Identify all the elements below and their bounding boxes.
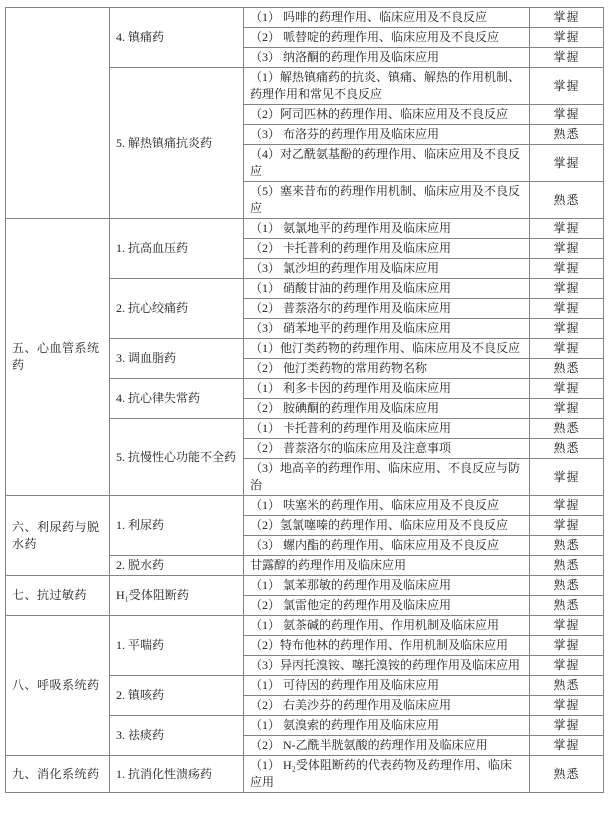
content-cell: （1） 氨溴索的药理作用及临床应用 [244, 716, 530, 736]
level-cell: 熟悉 [530, 182, 604, 219]
table-row [6, 616, 604, 636]
content-cell: （1） 利多卡因的药理作用及临床应用 [244, 379, 530, 399]
table-row [6, 496, 604, 516]
level-cell: 熟悉 [530, 536, 604, 556]
category-cell: 八、呼吸系统药 [6, 616, 110, 756]
level-cell: 掌握 [530, 28, 604, 48]
category-cell: 五、心血管系统药 [6, 219, 110, 496]
content-cell: （2） 普萘洛尔的临床应用及注意事项 [244, 439, 530, 459]
subcategory-cell: 3. 调血脂药 [110, 339, 244, 379]
level-cell: 熟悉 [530, 756, 604, 793]
content-cell: （3）地高辛的药理作用、临床应用、不良反应与防治 [244, 459, 530, 496]
content-cell: （3） 氯沙坦的药理作用及临床应用 [244, 259, 530, 279]
level-cell: 掌握 [530, 239, 604, 259]
level-cell: 掌握 [530, 105, 604, 125]
subcategory-cell: 5. 解热镇痛抗炎药 [110, 68, 244, 219]
subcategory-cell: 2. 镇咳药 [110, 676, 244, 716]
subcategory-cell: 5. 抗慢性心功能不全药 [110, 419, 244, 496]
content-cell: （3）异丙托溴铵、噻托溴铵的药理作用及临床应用 [244, 656, 530, 676]
level-cell: 掌握 [530, 656, 604, 676]
content-cell: （1） 氨茶碱的药理作用、作用机制及临床应用 [244, 616, 530, 636]
content-cell: （3） 布洛芬的药理作用及临床应用 [244, 125, 530, 145]
level-cell: 掌握 [530, 319, 604, 339]
subcategory-cell: H₁受体阻断药 [110, 576, 244, 616]
content-cell: （4）对乙酰氨基酚的药理作用、临床应用及不良反应 [244, 145, 530, 182]
subcategory-cell: 4. 镇痛药 [110, 8, 244, 68]
subcategory-cell: 4. 抗心律失常药 [110, 379, 244, 419]
category-cell: 七、抗过敏药 [6, 576, 110, 616]
category-cell: 六、利尿药与脱水药 [6, 496, 110, 576]
table-row [6, 219, 604, 239]
content-cell: （3） 硝苯地平的药理作用及临床应用 [244, 319, 530, 339]
table-row [6, 756, 604, 793]
level-cell: 熟悉 [530, 419, 604, 439]
content-cell: （2）特布他林的药理作用、作用机制及临床应用 [244, 636, 530, 656]
level-cell: 掌握 [530, 616, 604, 636]
content-cell: （2） 卡托普利的药理作用及临床应用 [244, 239, 530, 259]
content-cell: （1） 吗啡的药理作用、临床应用及不良反应 [244, 8, 530, 28]
content-cell: （1） 卡托普利的药理作用及临床应用 [244, 419, 530, 439]
level-cell: 掌握 [530, 279, 604, 299]
level-cell: 掌握 [530, 399, 604, 419]
level-cell: 掌握 [530, 68, 604, 105]
level-cell: 掌握 [530, 459, 604, 496]
level-cell: 熟悉 [530, 439, 604, 459]
level-cell: 熟悉 [530, 125, 604, 145]
category-cell [6, 8, 110, 219]
content-cell: （2） 他汀类药物的常用药物名称 [244, 359, 530, 379]
level-cell: 掌握 [530, 379, 604, 399]
content-cell: （2） 右美沙芬的药理作用及临床应用 [244, 696, 530, 716]
level-cell: 掌握 [530, 636, 604, 656]
level-cell: 熟悉 [530, 676, 604, 696]
level-cell: 熟悉 [530, 359, 604, 379]
level-cell: 掌握 [530, 339, 604, 359]
content-cell: （3） 纳洛酮的药理作用及临床应用 [244, 48, 530, 68]
level-cell: 熟悉 [530, 576, 604, 596]
subcategory-cell: 1. 平喘药 [110, 616, 244, 676]
content-cell: （1） 可待因的药理作用及临床应用 [244, 676, 530, 696]
subcategory-cell: 2. 抗心绞痛药 [110, 279, 244, 339]
content-cell: 甘露醇的药理作用及临床应用 [244, 556, 530, 576]
category-cell: 九、消化系统药 [6, 756, 110, 793]
content-cell: （5）塞来昔布的药理作用机制、临床应用及不良反应 [244, 182, 530, 219]
content-cell: （1） 氨氯地平的药理作用及临床应用 [244, 219, 530, 239]
content-cell: （2） N-乙酰半胱氨酸的药理作用及临床应用 [244, 736, 530, 756]
subcategory-cell: 1. 利尿药 [110, 496, 244, 556]
level-cell: 掌握 [530, 299, 604, 319]
level-cell: 掌握 [530, 259, 604, 279]
table-row [6, 576, 604, 596]
level-cell: 掌握 [530, 696, 604, 716]
content-cell: （2）阿司匹林的药理作用、临床应用及不良反应 [244, 105, 530, 125]
level-cell: 熟悉 [530, 596, 604, 616]
content-cell: （2） 哌替啶的药理作用、临床应用及不良反应 [244, 28, 530, 48]
content-cell: （1） 硝酸甘油的药理作用及临床应用 [244, 279, 530, 299]
content-cell: （3） 螺内酯的药理作用、临床应用及不良反应 [244, 536, 530, 556]
level-cell: 掌握 [530, 516, 604, 536]
syllabus-table-body [6, 8, 604, 793]
level-cell: 掌握 [530, 8, 604, 28]
content-cell: （1）解热镇痛药的抗炎、镇痛、解热的作用机制、药理作用和常见不良反应 [244, 68, 530, 105]
content-cell: （1） 氯苯那敏的药理作用及临床应用 [244, 576, 530, 596]
level-cell: 掌握 [530, 145, 604, 182]
level-cell: 掌握 [530, 716, 604, 736]
level-cell: 掌握 [530, 219, 604, 239]
content-cell: （2）氢氯噻嗪的药理作用、临床应用及不良反应 [244, 516, 530, 536]
subcategory-cell: 1. 抗消化性溃疡药 [110, 756, 244, 793]
level-cell: 掌握 [530, 496, 604, 516]
content-cell: （2） 普萘洛尔的药理作用及临床应用 [244, 299, 530, 319]
level-cell: 熟悉 [530, 556, 604, 576]
table-row [6, 8, 604, 28]
content-cell: （1） 呋塞米的药理作用、临床应用及不良反应 [244, 496, 530, 516]
content-cell: （1） H₂受体阻断药的代表药物及药理作用、临床应用 [244, 756, 530, 793]
content-cell: （2） 氯雷他定的药理作用及临床应用 [244, 596, 530, 616]
subcategory-cell: 3. 祛痰药 [110, 716, 244, 756]
subcategory-cell: 2. 脱水药 [110, 556, 244, 576]
content-cell: （2） 胺碘酮的药理作用及临床应用 [244, 399, 530, 419]
content-cell: （1）他汀类药物的药理作用、临床应用及不良反应 [244, 339, 530, 359]
level-cell: 掌握 [530, 48, 604, 68]
subcategory-cell: 1. 抗高血压药 [110, 219, 244, 279]
level-cell: 掌握 [530, 736, 604, 756]
syllabus-table [5, 7, 604, 793]
